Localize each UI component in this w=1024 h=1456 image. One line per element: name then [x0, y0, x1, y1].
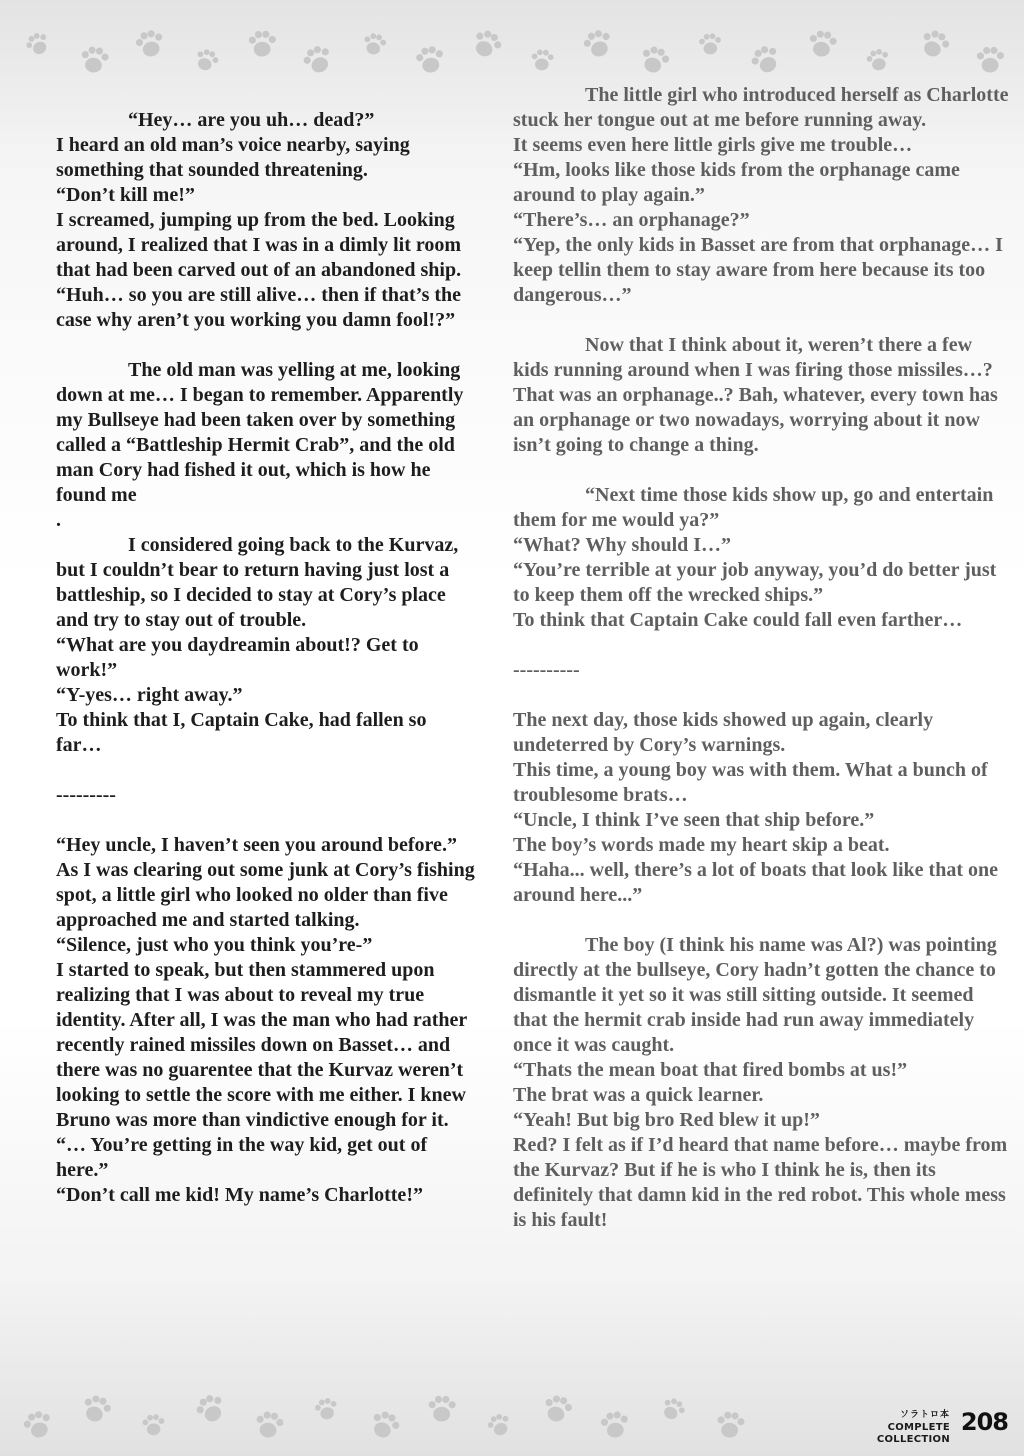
paragraph: The boy’s words made my heart skip a beat.: [513, 834, 890, 856]
paragraph: “Y-yes… right away.”: [56, 684, 243, 706]
paragraph: “What are you daydreamin about!? Get to work!”: [56, 634, 419, 681]
paw-print-icon: [918, 27, 953, 61]
paragraph: To think that I, Captain Cake, had fallen so far…: [56, 709, 427, 756]
paw-print-icon: [469, 27, 505, 62]
paw-print-icon: [807, 29, 837, 58]
paw-print-icon: [193, 47, 221, 74]
collection-logo: [818, 1410, 950, 1446]
paragraph: The old man was yelling at me, looking down at me… I began to remember. Apparently my Bullseye had been taken over by something called a “Battleship Hermit Crab”, and the old man Cory had fished it out, which is how he found me: [56, 359, 464, 506]
paw-print-icon: [581, 27, 615, 60]
paragraph: To think that Captain Cake could fall even farther…: [513, 609, 963, 631]
paragraph: Red? I felt as if I’d heard that name before… maybe from the Kurvaz? But if he is who I think he is, then its definitely that damn kid in the red robot. This whole mess is his fault!: [513, 1134, 1008, 1231]
blank-line: [513, 683, 1011, 708]
paw-print-icon: [80, 45, 110, 74]
paragraph: I started to speak, but then stammered upon realizing that I was about to reveal my true identity. After all, I was the man who had rather recently rained missiles down on Basset… and there was no guarentee that the Kurvaz weren’t looking to settle the score with me either. I knew Bruno was more than vindictive enough for it.: [56, 959, 467, 1131]
paragraph: “Thats the mean boat that fired bombs at us!”: [513, 1059, 908, 1081]
paw-print-icon: [254, 1410, 285, 1440]
paragraph: “You’re terrible at your job anyway, you’d do better just to keep them off the wrecked ships.”: [513, 559, 997, 606]
paw-print-icon: [21, 1408, 55, 1441]
paragraph: “Next time those kids show up, go and entertain them for me would ya?”: [513, 484, 994, 531]
paragraph: “Yep, the only kids in Basset are from that orphanage… I keep tellin them to stay aware from here because its too dangerous…”: [513, 234, 1003, 306]
paragraph: “Uncle, I think I’ve seen that ship before.”: [513, 809, 875, 831]
paw-print-icon: [698, 32, 722, 55]
paragraph: .: [56, 509, 61, 531]
paw-print-icon: [748, 42, 784, 78]
paw-print-icon: [193, 1391, 229, 1426]
paw-print-icon: [977, 47, 1005, 73]
paw-print-icon: [300, 42, 335, 77]
paragraph: ----------: [513, 659, 580, 681]
paw-print-icon: [248, 30, 276, 57]
paragraph: “What? Why should I…”: [513, 534, 732, 556]
paw-print-icon: [415, 45, 446, 75]
paw-print-icon: [716, 1411, 745, 1439]
paragraph: I heard an old man’s voice nearby, saying something that sounded threatening.: [56, 134, 410, 181]
logo-japanese-title: ソラトロ本: [899, 1410, 950, 1420]
paw-print-icon: [368, 1408, 403, 1442]
left-text-column: [56, 108, 476, 1208]
paragraph: The boy (I think his name was Al?) was pointing directly at the bullseye, Cory hadn’t gotten the chance to dismantle it yet so it was still sitting outside. It seemed that the hermit crab inside had run away immediately once it was caught.: [513, 934, 997, 1056]
paragraph: “Yeah! But big bro Red blew it up!”: [513, 1109, 820, 1131]
paragraph: I considered going back to the Kurvaz, but I couldn’t bear to return having just lost a battleship, so I decided to stay at Cory’s place and try to stay out of trouble.: [56, 534, 459, 631]
blank-line: [56, 333, 476, 358]
paragraph: “There’s… an orphanage?”: [513, 209, 750, 231]
paw-print-icon: [865, 47, 892, 73]
paw-print-icon: [134, 28, 167, 60]
paw-print-border-top: [0, 18, 1024, 88]
logo-english-title: COMPLETE COLLECTION: [876, 1422, 950, 1445]
blank-line: [513, 308, 1011, 333]
paw-print-icon: [429, 1396, 456, 1422]
blank-line: [513, 908, 1011, 933]
paragraph: Now that I think about it, weren’t there a few kids running around when I was firing those missiles…? That was an orphanage..? Bah, whatever, every town has an orphanage or two nowadays, worrying about it now isn’t going to change a thing.: [513, 334, 998, 456]
page-number: 208: [960, 1408, 1008, 1436]
blank-line: [56, 758, 476, 783]
paragraph: “Hey uncle, I haven’t seen you around before.”: [56, 834, 457, 856]
paw-print-icon: [23, 29, 52, 58]
right-text-column: [513, 83, 1011, 1233]
blank-line: [513, 633, 1011, 658]
page-footer: [818, 1408, 1008, 1445]
paragraph: “Haha... well, there’s a lot of boats that look like that one around here...”: [513, 859, 998, 906]
paw-print-icon: [542, 1393, 574, 1424]
paw-print-icon: [142, 1414, 166, 1437]
paragraph: “Hm, looks like those kids from the orphanage came around to play again.”: [513, 159, 960, 206]
paragraph: “Silence, just who you think you’re-”: [56, 934, 373, 956]
paragraph: This time, a young boy was with them. What a bunch of troublesome brats…: [513, 759, 988, 806]
paw-print-icon: [313, 1396, 339, 1421]
paragraph: The next day, those kids showed up again, clearly undeterred by Cory’s warnings.: [513, 709, 934, 756]
paw-print-icon: [80, 1393, 114, 1426]
blank-line: [513, 458, 1011, 483]
paragraph: The brat was a quick learner.: [513, 1084, 764, 1106]
paragraph: As I was clearing out some junk at Cory’s fishing spot, a little girl who looked no older than five approached me and started talking.: [56, 859, 475, 931]
paw-print-icon: [638, 44, 671, 76]
paragraph: “… You’re getting in the way kid, get out of here.”: [56, 1134, 428, 1181]
paw-print-icon: [659, 1395, 688, 1424]
paw-print-icon: [600, 1410, 631, 1440]
paragraph: I screamed, jumping up from the bed. Looking around, I realized that I was in a dimly lit room that had been carved out of an abandoned ship.: [56, 209, 462, 281]
paragraph: The little girl who introduced herself as Charlotte stuck her tongue out at me before running away.: [513, 84, 1009, 131]
paragraph: “Don’t kill me!”: [56, 184, 195, 206]
paw-print-icon: [485, 1411, 513, 1439]
paw-print-icon: [531, 49, 554, 71]
blank-line: [56, 808, 476, 833]
paragraph: “Don’t call me kid! My name’s Charlotte!”: [56, 1184, 423, 1206]
paragraph: It seems even here little girls give me trouble…: [513, 134, 913, 156]
paragraph: “Hey… are you uh… dead?”: [128, 109, 375, 131]
paragraph: ---------: [56, 784, 116, 806]
paragraph: “Huh… so you are still alive… then if that’s the case why aren’t you working you damn fool!?”: [56, 284, 462, 331]
paw-print-icon: [362, 32, 388, 57]
